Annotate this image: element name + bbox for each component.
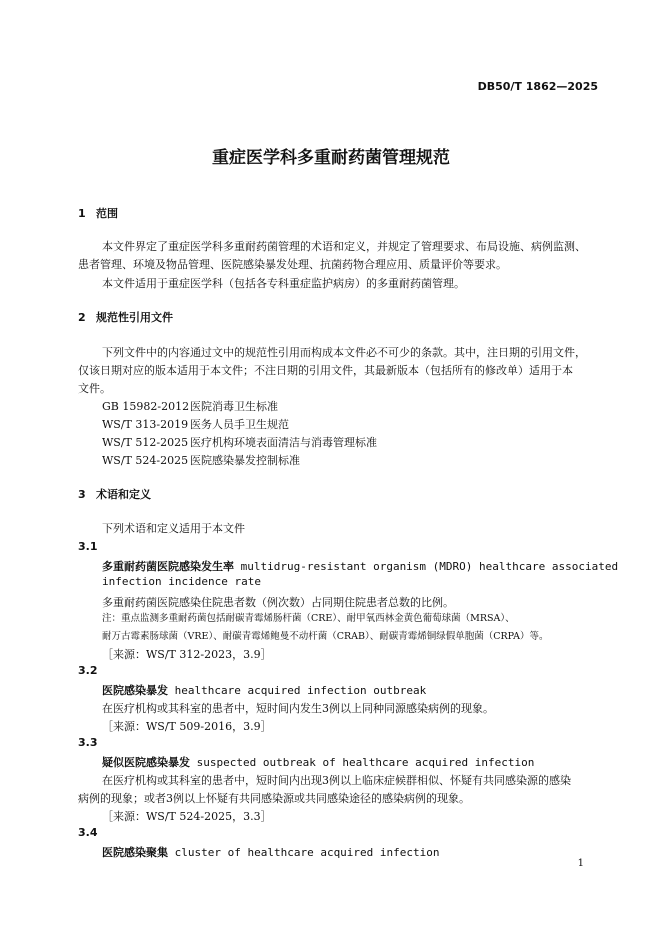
section-3-intro: 下列术语和定义适用于本文件 (102, 522, 245, 535)
term-title-line1 (102, 754, 534, 770)
term-chinese-name: 多重耐药菌医院感染发生率 (102, 560, 234, 573)
term-note-line2: 耐万古霉素肠球菌（VRE）、耐碳青霉烯鲍曼不动杆菌（CRAB）、耐碳青霉烯铜绿假单胞菌（CRPA）等。 (102, 631, 549, 642)
term-title-line1 (102, 558, 618, 574)
term-english-name: multidrug-resistant organism (MDRO) healthcare associated (234, 560, 619, 573)
reference-name: 医务人员手卫生规范 (190, 418, 289, 431)
term-number: 3.3 (78, 736, 98, 749)
reference-name: 医院消毒卫生标准 (190, 400, 278, 413)
section-1-title: 范围 (96, 207, 118, 220)
term-source: ［来源：WS/T 509-2016，3.9］ (102, 720, 272, 733)
section-1-heading (78, 205, 118, 221)
reference-name: 医疗机构环境表面清洁与消毒管理标准 (190, 436, 377, 449)
section-3-heading (78, 486, 151, 502)
term-chinese-name: 疑似医院感染暴发 (102, 756, 190, 769)
term-definition-line1: 在医疗机构或其科室的患者中，短时间内出现3例以上临床症候群相似、怀疑有共同感染源的感染 (102, 774, 571, 787)
reference-code: WS/T 512-2025 (102, 436, 189, 449)
reference-item (102, 416, 289, 432)
section-2-heading (78, 309, 173, 325)
term-english-name: healthcare acquired infection outbreak (168, 684, 427, 697)
term-english-name-line2: infection incidence rate (102, 575, 261, 588)
reference-code: GB 15982-2012 (102, 400, 190, 413)
section-3-number: 3 (78, 488, 86, 501)
section-2-title: 规范性引用文件 (96, 311, 173, 324)
section-2-para-line1: 下列文件中的内容通过文中的规范性引用而构成本文件必不可少的条款。其中，注日期的引用文件， (102, 346, 586, 359)
term-note-line1: 注：重点监测多重耐药菌包括耐碳青霉烯肠杆菌（CRE）、耐甲氧西林金黄色葡萄球菌（MRSA）、 (102, 613, 515, 624)
term-source: ［来源：WS/T 312-2023，3.9］ (102, 648, 272, 661)
term-english-name: cluster of healthcare acquired infection (168, 846, 440, 859)
section-2-number: 2 (78, 311, 86, 324)
term-chinese-name: 医院感染暴发 (102, 684, 168, 697)
term-source: ［来源：WS/T 524-2025，3.3］ (102, 810, 272, 823)
section-2-para-line2: 仅该日期对应的版本适用于本文件；不注日期的引用文件，其最新版本（包括所有的修改单）适用于本 (78, 364, 573, 377)
section-1-para1-line1: 本文件界定了重症医学科多重耐药菌管理的术语和定义，并规定了管理要求、布局设施、病例监测、 (102, 240, 586, 253)
term-english-name: suspected outbreak of healthcare acquired infection (190, 756, 535, 769)
standard-number: DB50/T 1862—2025 (477, 80, 598, 93)
reference-item (102, 398, 278, 414)
term-definition-line2: 病例的现象；或者3例以上怀疑有共同感染源或共同感染途径的感染病例的现象。 (78, 792, 470, 805)
section-1-para1-line2: 患者管理、环境及物品管理、医院感染暴发处理、抗菌药物合理应用、质量评价等要求。 (78, 258, 507, 271)
term-definition: 多重耐药菌医院感染住院患者数（例次数）占同期住院患者总数的比例。 (102, 596, 454, 609)
term-number: 3.4 (78, 826, 98, 839)
term-definition: 在医疗机构或其科室的患者中，短时间内发生3例以上同种同源感染病例的现象。 (102, 702, 494, 715)
term-chinese-name: 医院感染聚集 (102, 846, 168, 859)
section-1-number: 1 (78, 207, 86, 220)
reference-code: WS/T 313-2019 (102, 418, 189, 431)
reference-code: WS/T 524-2025 (102, 454, 189, 467)
reference-item (102, 452, 300, 468)
term-number: 3.1 (78, 540, 98, 553)
reference-item (102, 434, 377, 450)
term-number: 3.2 (78, 664, 98, 677)
page-number: 1 (577, 858, 584, 869)
section-3-title: 术语和定义 (96, 488, 151, 501)
term-title-line1 (102, 844, 440, 860)
term-title-line1 (102, 682, 426, 698)
section-2-para-line3: 文件。 (78, 382, 111, 395)
reference-name: 医院感染暴发控制标准 (190, 454, 300, 467)
document-title: 重症医学科多重耐药菌管理规范 (212, 148, 450, 168)
section-1-para2: 本文件适用于重症医学科（包括各专科重症监护病房）的多重耐药菌管理。 (102, 277, 465, 290)
